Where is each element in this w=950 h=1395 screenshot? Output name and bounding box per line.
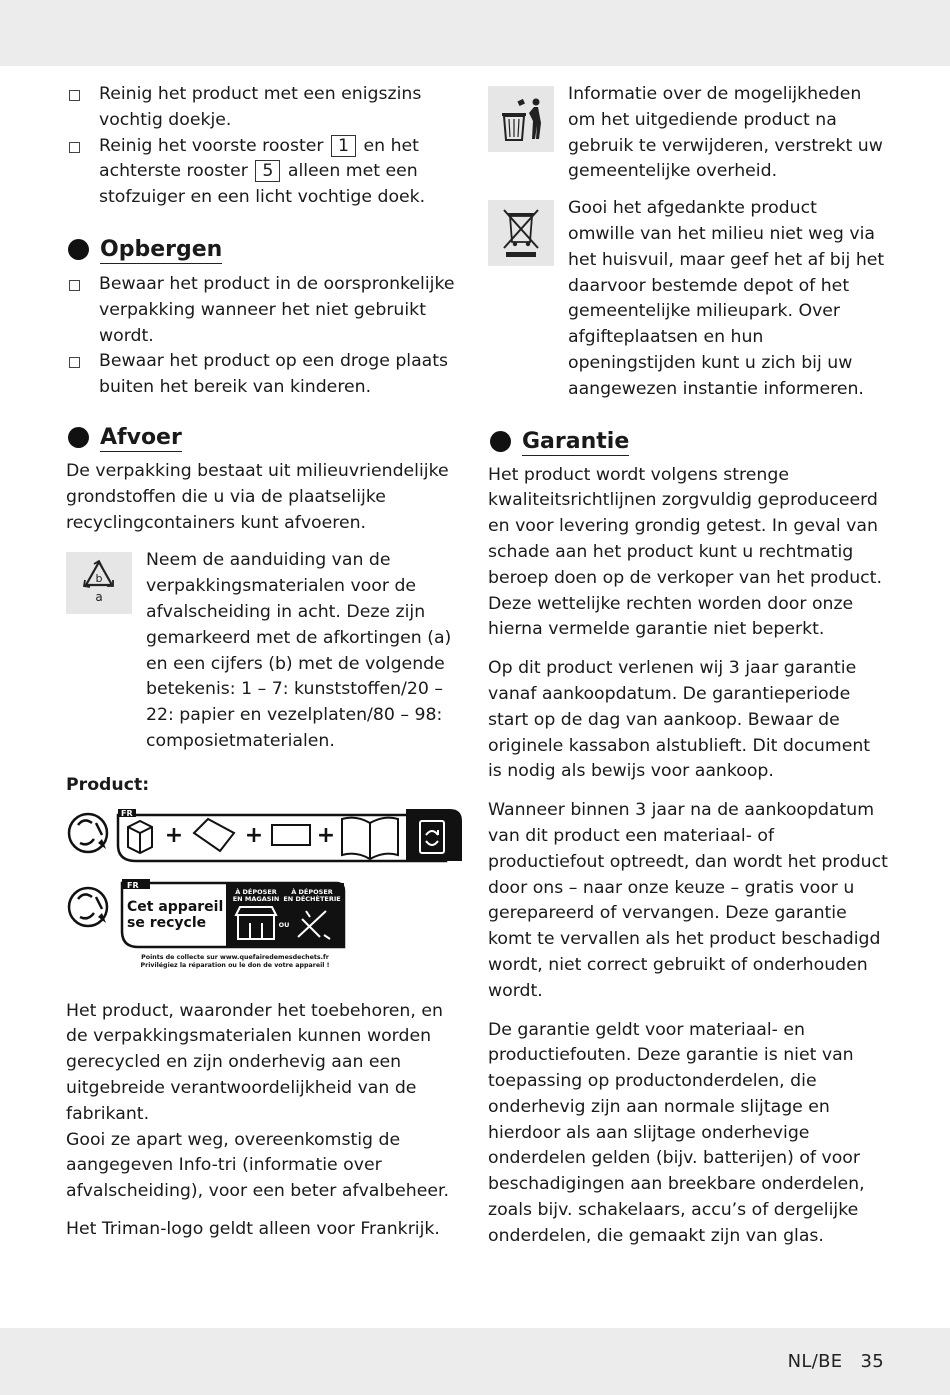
list-item: Bewaar het product op een droge plaats buiten het bereik van kinderen. (66, 349, 466, 401)
weee-text: Gooi het afgedankte product omwille van het milieu niet weg via het huisvuil, maar geef het af bij het daarvoor bestemde depot of het gemeentelijke milieupark. Over afgifteplaatsen en hun openingstijden kunt u zich bij uw aangewezen instantie informeren. (568, 198, 885, 399)
part-ref-front-grille: 1 (331, 135, 356, 157)
svg-text:Points de collecte sur www.que: Points de collecte sur www.quefairedemesdechets.fr (141, 953, 329, 961)
epr-text: Het product, waaronder het toebehoren, en de verpakkingsmaterialen kunnen worden gerecycled en zijn onderhevig aan een uitgebreide verantwoordelijkheid van de fabrikant. (66, 1000, 443, 1124)
svg-text:À DÉPOSER: À DÉPOSER (235, 887, 277, 896)
svg-text:À DÉPOSER: À DÉPOSER (291, 887, 333, 896)
warranty-paragraph: Op dit product verlenen wij 3 jaar garantie vanaf aankoopdatum. De garantieperiode start op de dag van aankoop. Bewaar de originele kassabon alstublieft. Dit document is nodig als bewijs voor aankoop. (488, 658, 871, 782)
svg-text:Cet appareil: Cet appareil (127, 898, 224, 915)
svg-text:FR: FR (127, 880, 139, 890)
recycle-code-icon (66, 552, 132, 614)
bullet-dot-icon (490, 431, 511, 452)
right-column (488, 82, 888, 1250)
checkbox-icon (69, 90, 80, 101)
warranty-paragraph: Wanneer binnen 3 jaar na de aankoopdatum van dit product een materiaal- of productiefout optreedt, dan wordt het product door ons – naar onze keuze – gratis voor u gerepareerd of vervangen. Deze garantie komt te vervallen als het product beschadigd wordt, niet correct gebruikt of onderhouden wordt. (488, 800, 888, 1001)
svg-text:EN MAGASIN: EN MAGASIN (232, 894, 280, 903)
triman-logo-icon (69, 814, 107, 852)
checkbox-icon (69, 357, 80, 368)
product-label: Product: (66, 774, 150, 795)
recycle-info (66, 548, 466, 754)
page-number: NL/BE 35 (787, 1351, 884, 1372)
warranty-heading: Garantie (488, 427, 888, 457)
crossed-bin-icon (488, 200, 554, 266)
part-ref-rear-grille: 5 (255, 160, 280, 182)
warranty-paragraph: Het product wordt volgens strenge kwaliteitsrichtlijnen zorgvuldig geproduceerd en voor levering grondig getest. In geval van schade aan het product kunt u rechtmatig beroep doen op de verkoper van het product. Deze wettelijke rechten worden door onze hierna vermelde garantie niet beperkt. (488, 464, 882, 640)
svg-text:+: + (244, 822, 264, 848)
separate-disposal-text: Gooi ze apart weg, overeenkomstig de aangegeven Info-tri (informatie over afvalscheiding), voor een beter afvalbeheer. (66, 1129, 450, 1202)
weee-info (488, 196, 888, 402)
disposal-heading: Afvoer (66, 423, 466, 453)
disposal-intro: De verpakking bestaat uit milieuvriendelijke grondstoffen die u via de plaatselijke recyclingcontainers kunt afvoeren. (66, 460, 449, 533)
svg-text:Privilégiez la réparation ou l: Privilégiez la réparation ou le don de votre appareil ! (140, 961, 330, 969)
svg-text:a: a (95, 590, 103, 605)
list-item: Reinig het voorste rooster 1 en het achterste rooster 5 alleen met een stofzuiger en een licht vochtige doek. (66, 134, 466, 211)
list-item: Reinig het product met een enigszins vochtig doekje. (66, 82, 466, 134)
svg-text:b: b (95, 572, 103, 586)
waste-bin-icon (488, 86, 554, 152)
svg-text:+: + (164, 822, 184, 848)
cleaning-list (66, 82, 466, 211)
triman-appliance-label (66, 879, 466, 969)
sheet-icon (272, 825, 310, 845)
checkbox-icon (69, 280, 80, 291)
bin-text: Informatie over de mogelijkheden om het uitgediende product na gebruik te verwijderen, verstrekt uw gemeentelijke overheid. (568, 84, 883, 182)
svg-text:FR: FR (121, 808, 133, 818)
booklet-icon (342, 817, 398, 858)
storage-heading: Opbergen (66, 235, 466, 265)
box-icon (128, 821, 152, 853)
checkbox-icon (69, 142, 80, 153)
storage-list (66, 272, 466, 401)
bin-info (488, 82, 888, 185)
warranty-paragraph: De garantie geldt voor materiaal- en productiefouten. Deze garantie is niet van toepassing op productonderdelen, die onderhevig zijn aan normale slijtage en hierdoor als aan slijtage onderhevige onderdelen gelden (bijv. batterijen) of voor beschadigingen aan breekbare onderdelen, zoals bijv. schakelaars, accu’s of dergelijke onderdelen, die gemaakt zijn van glas. (488, 1019, 865, 1246)
top-band (0, 0, 950, 66)
bag-icon (194, 819, 234, 851)
list-item: Bewaar het product in de oorspronkelijke verpakking wanneer het niet gebruikt wordt. (66, 272, 466, 349)
svg-text:+: + (316, 822, 336, 848)
left-column (66, 82, 466, 1243)
triman-note: Het Triman-logo geldt alleen voor Frankrijk. (66, 1218, 440, 1239)
bullet-dot-icon (68, 427, 89, 448)
infotri-packaging (66, 805, 466, 871)
recycle-text: Neem de aanduiding van de verpakkingsmaterialen voor de afvalscheiding in acht. Deze zijn gemarkeerd met de afkortingen (a) en een cijfers (b) met de volgende betekenis: 1 – 7: kunststoffen/20 – 22: papier en vezelplaten/80 – 98: composietmaterialen. (146, 550, 452, 751)
svg-text:EN DÉCHÈTERIE: EN DÉCHÈTERIE (283, 894, 341, 903)
svg-text:se recycle: se recycle (127, 914, 207, 931)
svg-text:OU: OU (278, 920, 290, 929)
bullet-dot-icon (68, 239, 89, 260)
triman-logo-icon (69, 888, 107, 926)
